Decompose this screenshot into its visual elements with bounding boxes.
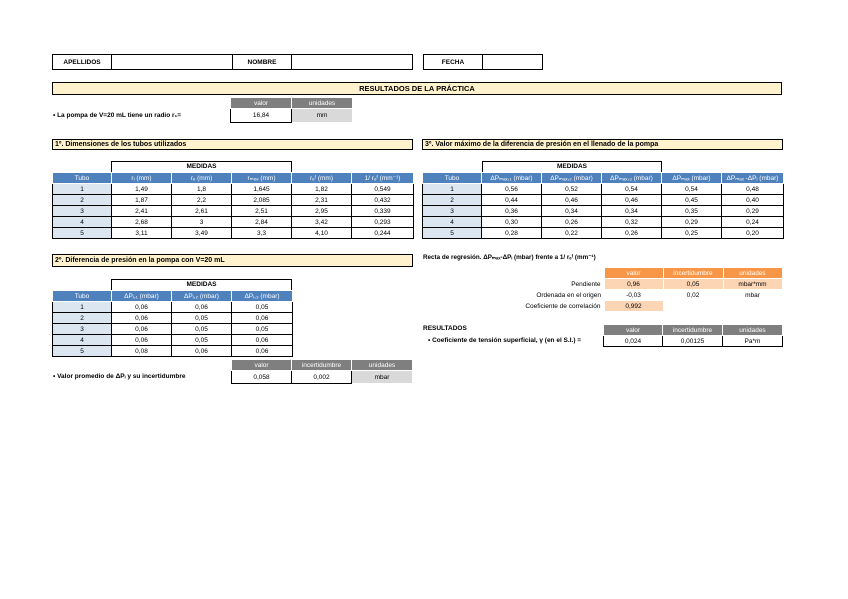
table-cell: 0,54 <box>662 184 722 195</box>
table-cell: 0,26 <box>602 228 662 239</box>
table-cell: 0,44 <box>482 195 542 206</box>
table-cell: 0,432 <box>352 195 414 206</box>
ordenada-unit: mbar <box>745 291 760 299</box>
table-cell: 1,82 <box>292 184 352 195</box>
section1-title: 1º. Dimensiones de los tubos utilizados <box>52 139 413 150</box>
pump-radius-text: • La pompa de V=20 mL tiene un radio r₁= <box>53 112 182 119</box>
table-cell: 2,2 <box>172 195 232 206</box>
nombre-field[interactable] <box>291 54 413 70</box>
table-cell: 0,29 <box>722 206 784 217</box>
table-cell: 3,49 <box>172 228 232 239</box>
col-incertidumbre: incertidumbre <box>663 325 723 336</box>
col-unidades: unidades <box>292 98 353 109</box>
apellidos-field[interactable] <box>111 54 233 70</box>
table-cell: 2 <box>53 195 112 206</box>
table-row <box>53 195 414 206</box>
table-cell: 0,29 <box>662 217 722 228</box>
section2-medidas: MEDIDAS <box>111 279 292 290</box>
table-cell: 0,06 <box>232 335 293 346</box>
max-pressure-table <box>422 172 784 239</box>
tension-text: • Coeficiente de tensión superficial, γ (en el S.I.) = <box>428 337 582 344</box>
table-cell: 0,06 <box>112 302 172 313</box>
table-cell: 0,28 <box>482 228 542 239</box>
column-header: ΔPₘₐₓ,₁ (mbar) <box>482 173 542 184</box>
ordenada-label: Ordenada en el origen <box>536 291 601 299</box>
table-cell: 2,68 <box>112 217 172 228</box>
col-incertidumbre: incertidumbre <box>292 360 352 371</box>
pendiente-label: Pendiente <box>571 280 601 288</box>
table-cell: 1,8 <box>172 184 232 195</box>
pendiente-unit: mbar*mm <box>723 279 782 290</box>
tension-value: 0,024 <box>604 336 663 347</box>
table-cell: 3,42 <box>292 217 352 228</box>
col-valor: valor <box>604 325 663 336</box>
table-cell: 0,48 <box>722 184 784 195</box>
table-row <box>53 228 414 239</box>
tubes-table <box>52 172 414 239</box>
tension-incert: 0,00125 <box>663 336 723 347</box>
table-cell: 5 <box>53 346 112 357</box>
page-title: RESULTADOS DE LA PRÁCTICA <box>52 82 782 95</box>
column-header: Tubo <box>423 173 482 184</box>
column-header: ΔPᵢ,₁ (mbar) <box>112 291 172 302</box>
table-cell: 0,34 <box>542 206 602 217</box>
table-cell: 0,52 <box>542 184 602 195</box>
table-row <box>53 324 293 335</box>
results-table <box>603 324 783 347</box>
column-header: ΔPₘₐₓ,₃ (mbar) <box>602 173 662 184</box>
column-header: ΔPₘₐₓ -ΔPᵢ (mbar) <box>722 173 784 184</box>
table-cell: 0,06 <box>232 346 293 357</box>
table-cell: 1,645 <box>232 184 292 195</box>
table-cell: 2 <box>53 313 112 324</box>
table-cell: 0,36 <box>482 206 542 217</box>
table-cell: 2,84 <box>232 217 292 228</box>
table-cell: 1 <box>423 184 482 195</box>
nombre-label: NOMBRE <box>232 54 292 70</box>
pendiente-incert: 0,05 <box>663 279 723 290</box>
table-cell: 0,08 <box>112 346 172 357</box>
table-cell: 2 <box>423 195 482 206</box>
table-cell: 0,06 <box>112 335 172 346</box>
table-cell: 1 <box>53 184 112 195</box>
avg-pressure-text: • Valor promedio de ΔPᵢ y su incertidumbre <box>53 373 186 380</box>
avg-pressure-value: 0,058 <box>232 371 292 384</box>
fecha-label: FECHA <box>423 54 483 70</box>
table-cell: 3,11 <box>112 228 172 239</box>
table-cell: 0,25 <box>662 228 722 239</box>
pendiente-value: 0,96 <box>604 279 663 290</box>
pump-radius-value: 16,84 <box>231 109 292 123</box>
apellidos-label: APELLIDOS <box>52 54 112 70</box>
pressure-table <box>52 290 293 357</box>
table-cell: 0,06 <box>232 313 293 324</box>
ordenada-incert: 0,02 <box>686 291 700 299</box>
table-cell: 0,35 <box>662 206 722 217</box>
col-incertidumbre: incertidumbre <box>663 268 723 279</box>
table-cell: 3 <box>53 324 112 335</box>
table-header-row <box>53 291 293 302</box>
avg-pressure-table <box>231 359 413 384</box>
table-row <box>423 217 784 228</box>
table-cell: 3 <box>423 206 482 217</box>
avg-pressure-unit: mbar <box>352 371 413 384</box>
table-header-row <box>423 173 784 184</box>
table-cell: 4 <box>53 335 112 346</box>
table-cell: 0,22 <box>542 228 602 239</box>
column-header: rₑ (mm) <box>172 173 232 184</box>
fecha-field[interactable] <box>482 54 543 70</box>
col-unidades: unidades <box>723 325 783 336</box>
section1-medidas: MEDIDAS <box>111 161 292 172</box>
table-cell: 0,45 <box>662 195 722 206</box>
col-unidades: unidades <box>352 360 413 371</box>
table-cell: 0,05 <box>232 324 293 335</box>
table-row <box>423 184 784 195</box>
table-cell: 2,51 <box>232 206 292 217</box>
section2-title: 2º. Diferencia de presión en la pompa con V=20 mL <box>52 254 413 267</box>
table-cell: 0,30 <box>482 217 542 228</box>
avg-pressure-incert: 0,002 <box>292 371 352 384</box>
table-cell: 0,20 <box>722 228 784 239</box>
correlacion-value: 0,992 <box>604 301 663 312</box>
col-valor: valor <box>604 268 663 279</box>
table-cell: 0,46 <box>602 195 662 206</box>
column-header: ΔPₘₐₓ (mbar) <box>662 173 722 184</box>
column-header: Tubo <box>53 173 112 184</box>
table-row <box>53 217 414 228</box>
section3-medidas: MEDIDAS <box>482 161 662 172</box>
ordenada-value: -0,03 <box>626 291 641 299</box>
regression-title: Recta de regresión. ΔPₘₐₓ-ΔPᵢ (mbar) frente a 1/ rₑᶠ (mm⁻¹) <box>423 254 596 261</box>
table-cell: 2,95 <box>292 206 352 217</box>
table-cell: 0,549 <box>352 184 414 195</box>
correlacion-label: Coeficiente de correlación <box>525 302 601 310</box>
table-cell: 1 <box>53 302 112 313</box>
column-header: ΔPᵢ,₂ (mbar) <box>172 291 232 302</box>
column-header: ΔPᵢ,₃ (mbar) <box>232 291 293 302</box>
tension-unit: Pa*m <box>723 336 783 347</box>
pump-radius-unit: mm <box>292 109 353 123</box>
table-cell: 0,06 <box>112 313 172 324</box>
col-unidades: unidades <box>723 268 782 279</box>
col-valor: valor <box>232 360 292 371</box>
table-cell: 2,61 <box>172 206 232 217</box>
table-cell: 0,06 <box>112 324 172 335</box>
pump-radius-table <box>230 97 353 123</box>
column-header: Tubo <box>53 291 112 302</box>
table-row <box>53 313 293 324</box>
table-row <box>53 302 293 313</box>
table-cell: 0,06 <box>172 302 232 313</box>
table-row <box>53 206 414 217</box>
table-cell: 0,05 <box>172 324 232 335</box>
column-header: rₘₑₔ (mm) <box>232 173 292 184</box>
table-cell: 3 <box>172 217 232 228</box>
column-header: rₑᶠ (mm) <box>292 173 352 184</box>
table-cell: 0,46 <box>542 195 602 206</box>
regression-table <box>482 267 783 312</box>
column-header: ΔPₘₐₓ,₂ (mbar) <box>542 173 602 184</box>
table-cell: 5 <box>53 228 112 239</box>
table-cell: 0,06 <box>172 346 232 357</box>
table-cell: 2,31 <box>292 195 352 206</box>
table-cell: 0,56 <box>482 184 542 195</box>
table-row <box>423 228 784 239</box>
table-cell: 0,05 <box>232 302 293 313</box>
table-cell: 3 <box>53 206 112 217</box>
table-cell: 0,40 <box>722 195 784 206</box>
table-cell: 2,085 <box>232 195 292 206</box>
table-row <box>423 206 784 217</box>
table-row <box>53 184 414 195</box>
table-cell: 4 <box>423 217 482 228</box>
table-row <box>423 195 784 206</box>
table-row <box>53 335 293 346</box>
column-header: rᵢ (mm) <box>112 173 172 184</box>
col-valor: valor <box>231 98 292 109</box>
table-cell: 4 <box>53 217 112 228</box>
section3-title: 3º. Valor máximo de la diferencia de presión en el llenado de la pompa <box>422 139 783 150</box>
table-cell: 0,05 <box>172 313 232 324</box>
column-header: 1/ rₑᶠ (mm⁻¹) <box>352 173 414 184</box>
table-cell: 0,24 <box>722 217 784 228</box>
table-cell: 0,26 <box>542 217 602 228</box>
table-cell: 3,3 <box>232 228 292 239</box>
table-cell: 5 <box>423 228 482 239</box>
table-cell: 0,54 <box>602 184 662 195</box>
table-row <box>53 346 293 357</box>
results-title: RESULTADOS <box>423 325 467 332</box>
table-cell: 4,10 <box>292 228 352 239</box>
table-cell: 1,87 <box>112 195 172 206</box>
table-cell: 0,244 <box>352 228 414 239</box>
table-cell: 0,32 <box>602 217 662 228</box>
table-cell: 0,05 <box>172 335 232 346</box>
table-header-row <box>53 173 414 184</box>
table-cell: 1,49 <box>112 184 172 195</box>
table-cell: 2,41 <box>112 206 172 217</box>
table-cell: 0,339 <box>352 206 414 217</box>
table-cell: 0,293 <box>352 217 414 228</box>
table-cell: 0,34 <box>602 206 662 217</box>
